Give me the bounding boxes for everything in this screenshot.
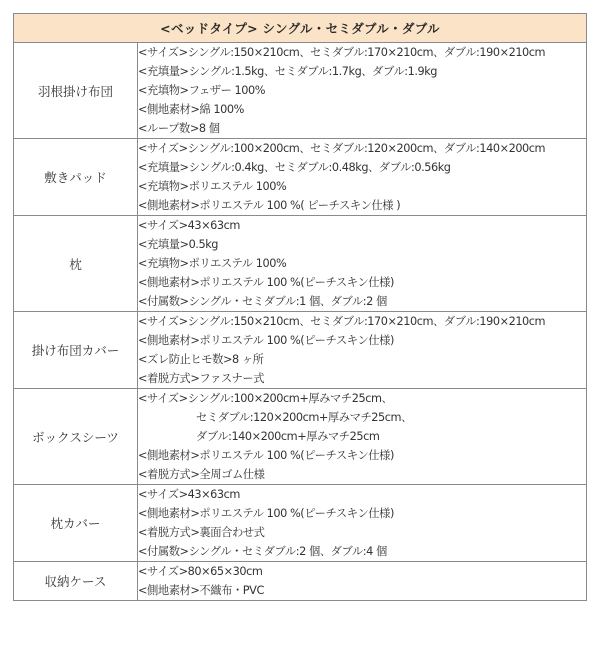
product-name: 敷きパッド (14, 139, 138, 216)
spec-body (14, 43, 587, 601)
spec-line: <サイズ>シングル:150×210cm、セミダブル:170×210cm、ダブル:190×210cm (138, 46, 546, 59)
product-details (138, 562, 587, 601)
spec-line: <付属数>シングル・セミダブル:1 個、ダブル:2 個 (138, 295, 387, 308)
spec-line: セミダブル:120×200cm+厚みマチ25cm、 (196, 411, 412, 424)
spec-line: <側地素材>ポリエステル 100 %( ピーチスキン仕様 ) (138, 199, 401, 212)
product-name: 掛け布団カバー (14, 312, 138, 389)
spec-line: <着脱方式>全周ゴム仕様 (138, 468, 265, 481)
spec-line: <側地素材>ポリエステル 100 %(ピーチスキン仕様) (138, 276, 394, 289)
spec-line: <充填物>ポリエステル 100% (138, 257, 287, 270)
product-details (138, 485, 587, 562)
spec-line: <サイズ>シングル:150×210cm、セミダブル:170×210cm、ダブル:190×210cm (138, 315, 546, 328)
table-row (14, 216, 587, 312)
spec-line: <サイズ>80×65×30cm (138, 565, 263, 578)
table-header: <ベッドタイプ> シングル・セミダブル・ダブル (14, 14, 587, 43)
product-details (138, 216, 587, 312)
table-row (14, 43, 587, 139)
spec-line: <側地素材>ポリエステル 100 %(ピーチスキン仕様) (138, 334, 394, 347)
spec-line: <側地素材>ポリエステル 100 %(ピーチスキン仕様) (138, 507, 394, 520)
product-details (138, 389, 587, 485)
spec-line: <ズレ防止ヒモ数>8 ヶ所 (138, 353, 264, 366)
table-row (14, 485, 587, 562)
spec-line: <サイズ>シングル:100×200cm+厚みマチ25cm、 (138, 392, 393, 405)
table-row (14, 389, 587, 485)
table-row (14, 139, 587, 216)
spec-line: <側地素材>不織布・PVC (138, 584, 264, 597)
spec-line: <ループ数>8 個 (138, 122, 220, 135)
product-name: 羽根掛け布団 (14, 43, 138, 139)
product-name: 枕カバー (14, 485, 138, 562)
spec-line: <サイズ>シングル:100×200cm、セミダブル:120×200cm、ダブル:140×200cm (138, 142, 546, 155)
spec-line: <充填物>フェザー 100% (138, 84, 266, 97)
spec-line: <充填物>ポリエステル 100% (138, 180, 287, 193)
spec-line: ダブル:140×200cm+厚みマチ25cm (196, 430, 380, 443)
product-name: ボックスシーツ (14, 389, 138, 485)
product-name: 収納ケース (14, 562, 138, 601)
spec-line: <側地素材>ポリエステル 100 %(ピーチスキン仕様) (138, 449, 394, 462)
product-details (138, 139, 587, 216)
spec-line: <充填量>シングル:1.5kg、セミダブル:1.7kg、ダブル:1.9kg (138, 65, 438, 78)
spec-line: <付属数>シングル・セミダブル:2 個、ダブル:4 個 (138, 545, 387, 558)
table-header-row (14, 14, 587, 43)
product-name: 枕 (14, 216, 138, 312)
spec-line: <着脱方式>裏面合わせ式 (138, 526, 265, 539)
product-details (138, 312, 587, 389)
spec-line: <充填量>シングル:0.4kg、セミダブル:0.48kg、ダブル:0.56kg (138, 161, 451, 174)
table-row (14, 312, 587, 389)
table-row (14, 562, 587, 601)
spec-table (13, 13, 587, 601)
spec-line: <着脱方式>ファスナー式 (138, 372, 265, 385)
spec-line: <サイズ>43×63cm (138, 488, 240, 501)
spec-line: <サイズ>43×63cm (138, 219, 240, 232)
product-details (138, 43, 587, 139)
spec-line: <充填量>0.5kg (138, 238, 219, 251)
spec-line: <側地素材>綿 100% (138, 103, 244, 116)
